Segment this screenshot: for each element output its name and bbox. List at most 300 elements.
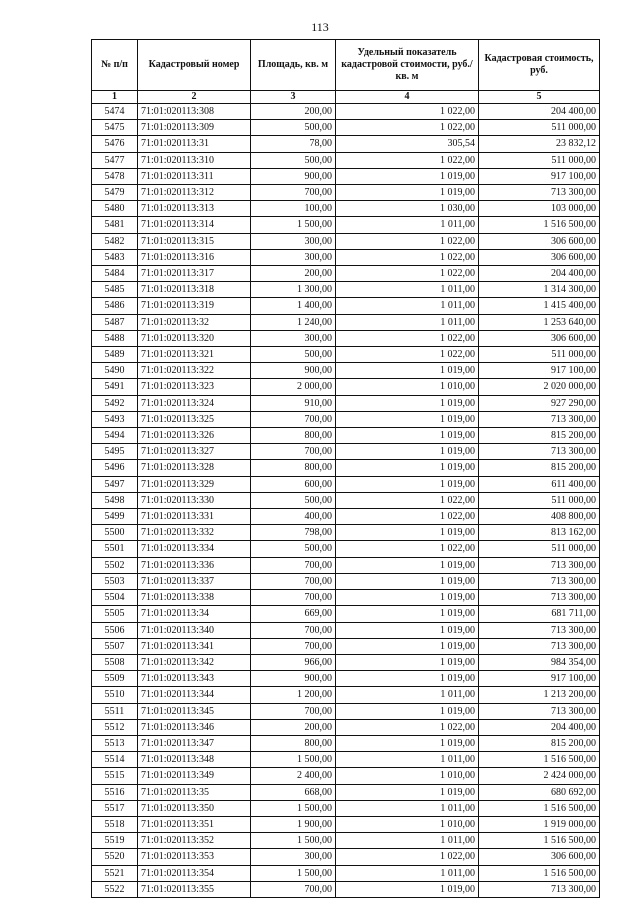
area-cell: 700,00 (251, 557, 336, 573)
row-number-cell: 5515 (92, 768, 138, 784)
row-number-cell: 5517 (92, 800, 138, 816)
table-row (92, 800, 600, 816)
cadastral-value-cell: 1 516 500,00 (479, 833, 600, 849)
cadastral-number-cell: 71:01:020113:308 (138, 104, 251, 120)
cadastral-value-cell: 1 919 000,00 (479, 816, 600, 832)
cadastral-number-cell: 71:01:020113:311 (138, 168, 251, 184)
area-cell: 700,00 (251, 638, 336, 654)
cadastral-value-cell: 611 400,00 (479, 476, 600, 492)
cadastral-value-cell: 713 300,00 (479, 185, 600, 201)
cadastral-value-cell: 713 300,00 (479, 638, 600, 654)
cadastral-number-cell: 71:01:020113:343 (138, 671, 251, 687)
table-row (92, 330, 600, 346)
cadastral-value-cell: 713 300,00 (479, 590, 600, 606)
unit-rate-cell: 1 019,00 (336, 606, 479, 622)
cadastral-number-cell: 71:01:020113:322 (138, 363, 251, 379)
unit-rate-cell: 1 019,00 (336, 476, 479, 492)
area-cell: 668,00 (251, 784, 336, 800)
row-number-cell: 5511 (92, 703, 138, 719)
table-row (92, 233, 600, 249)
unit-rate-cell: 1 022,00 (336, 849, 479, 865)
table-row (92, 476, 600, 492)
unit-rate-cell: 1 019,00 (336, 703, 479, 719)
unit-rate-cell: 1 019,00 (336, 444, 479, 460)
cadastral-number-cell: 71:01:020113:348 (138, 752, 251, 768)
row-number-cell: 5502 (92, 557, 138, 573)
cadastral-number-cell: 71:01:020113:355 (138, 881, 251, 897)
area-cell: 700,00 (251, 590, 336, 606)
table-row (92, 622, 600, 638)
table-row (92, 671, 600, 687)
unit-rate-cell: 1 011,00 (336, 314, 479, 330)
cadastral-number-cell: 71:01:020113:325 (138, 411, 251, 427)
unit-rate-cell: 1 019,00 (336, 428, 479, 444)
row-number-cell: 5516 (92, 784, 138, 800)
unit-rate-cell: 1 019,00 (336, 881, 479, 897)
row-number-cell: 5500 (92, 525, 138, 541)
cadastral-number-cell: 71:01:020113:326 (138, 428, 251, 444)
row-number-cell: 5510 (92, 687, 138, 703)
unit-rate-cell: 1 011,00 (336, 217, 479, 233)
cadastral-value-cell: 927 290,00 (479, 395, 600, 411)
cadastral-value-cell: 511 000,00 (479, 541, 600, 557)
table-row (92, 573, 600, 589)
area-cell: 910,00 (251, 395, 336, 411)
unit-rate-cell: 1 019,00 (336, 168, 479, 184)
area-cell: 300,00 (251, 233, 336, 249)
unit-rate-cell: 1 022,00 (336, 233, 479, 249)
cadastral-number-cell: 71:01:020113:347 (138, 735, 251, 751)
row-number-cell: 5490 (92, 363, 138, 379)
area-cell: 800,00 (251, 735, 336, 751)
table-row (92, 590, 600, 606)
row-number-cell: 5491 (92, 379, 138, 395)
unit-rate-cell: 1 019,00 (336, 525, 479, 541)
area-cell: 400,00 (251, 509, 336, 525)
cadastral-value-cell: 1 516 500,00 (479, 752, 600, 768)
cadastral-number-cell: 71:01:020113:349 (138, 768, 251, 784)
area-cell: 1 200,00 (251, 687, 336, 703)
unit-rate-cell: 1 022,00 (336, 104, 479, 120)
row-number-cell: 5506 (92, 622, 138, 638)
area-cell: 798,00 (251, 525, 336, 541)
row-number-cell: 5507 (92, 638, 138, 654)
row-number-cell: 5521 (92, 865, 138, 881)
row-number-cell: 5484 (92, 266, 138, 282)
cadastral-number-cell: 71:01:020113:315 (138, 233, 251, 249)
cadastral-number-cell: 71:01:020113:32 (138, 314, 251, 330)
row-number-cell: 5475 (92, 120, 138, 136)
unit-rate-cell: 1 019,00 (336, 411, 479, 427)
cadastral-number-cell: 71:01:020113:354 (138, 865, 251, 881)
cadastral-value-cell: 713 300,00 (479, 573, 600, 589)
row-number-cell: 5501 (92, 541, 138, 557)
column-number: 1 (92, 91, 138, 104)
cadastral-number-cell: 71:01:020113:329 (138, 476, 251, 492)
table-row (92, 849, 600, 865)
table-row (92, 460, 600, 476)
cadastral-number-cell: 71:01:020113:341 (138, 638, 251, 654)
table-row (92, 282, 600, 298)
area-cell: 300,00 (251, 249, 336, 265)
row-number-cell: 5485 (92, 282, 138, 298)
table-header-row (92, 40, 600, 91)
cadastral-number-cell: 71:01:020113:320 (138, 330, 251, 346)
cadastral-number-cell: 71:01:020113:324 (138, 395, 251, 411)
cadastral-number-cell: 71:01:020113:312 (138, 185, 251, 201)
row-number-cell: 5518 (92, 816, 138, 832)
table-row (92, 833, 600, 849)
cadastral-number-cell: 71:01:020113:331 (138, 509, 251, 525)
unit-rate-cell: 1 019,00 (336, 784, 479, 800)
unit-rate-cell: 1 019,00 (336, 573, 479, 589)
area-cell: 900,00 (251, 168, 336, 184)
cadastral-number-cell: 71:01:020113:353 (138, 849, 251, 865)
table-row (92, 266, 600, 282)
cadastral-value-cell: 713 300,00 (479, 411, 600, 427)
table-column-number-row (92, 91, 600, 104)
table-row (92, 217, 600, 233)
unit-rate-cell: 1 019,00 (336, 395, 479, 411)
table-row (92, 363, 600, 379)
unit-rate-cell: 1 010,00 (336, 768, 479, 784)
row-number-cell: 5480 (92, 201, 138, 217)
header-unit-rate: Удельный показатель кадастровой стоимости, руб./кв. м (336, 40, 479, 91)
cadastral-number-cell: 71:01:020113:327 (138, 444, 251, 460)
cadastral-value-cell: 306 600,00 (479, 849, 600, 865)
area-cell: 78,00 (251, 136, 336, 152)
cadastral-value-cell: 917 100,00 (479, 363, 600, 379)
table-row (92, 768, 600, 784)
cadastral-number-cell: 71:01:020113:309 (138, 120, 251, 136)
unit-rate-cell: 1 019,00 (336, 622, 479, 638)
cadastral-number-cell: 71:01:020113:318 (138, 282, 251, 298)
cadastral-value-cell: 511 000,00 (479, 347, 600, 363)
cadastral-number-cell: 71:01:020113:310 (138, 152, 251, 168)
area-cell: 900,00 (251, 671, 336, 687)
row-number-cell: 5512 (92, 719, 138, 735)
row-number-cell: 5520 (92, 849, 138, 865)
unit-rate-cell: 1 022,00 (336, 330, 479, 346)
cadastral-number-cell: 71:01:020113:337 (138, 573, 251, 589)
cadastral-value-cell: 917 100,00 (479, 168, 600, 184)
row-number-cell: 5503 (92, 573, 138, 589)
cadastral-value-cell: 813 162,00 (479, 525, 600, 541)
table-row (92, 347, 600, 363)
cadastral-value-cell: 23 832,12 (479, 136, 600, 152)
area-cell: 100,00 (251, 201, 336, 217)
area-cell: 700,00 (251, 411, 336, 427)
unit-rate-cell: 1 011,00 (336, 752, 479, 768)
cadastral-number-cell: 71:01:020113:344 (138, 687, 251, 703)
area-cell: 1 500,00 (251, 752, 336, 768)
unit-rate-cell: 1 011,00 (336, 800, 479, 816)
cadastral-value-cell: 1 516 500,00 (479, 217, 600, 233)
table-row (92, 816, 600, 832)
table-row (92, 654, 600, 670)
cadastral-value-cell: 204 400,00 (479, 719, 600, 735)
cadastral-number-cell: 71:01:020113:336 (138, 557, 251, 573)
header-cadastral-value: Кадастровая стоимость, руб. (479, 40, 600, 91)
cadastral-number-cell: 71:01:020113:346 (138, 719, 251, 735)
row-number-cell: 5497 (92, 476, 138, 492)
area-cell: 700,00 (251, 622, 336, 638)
area-cell: 500,00 (251, 152, 336, 168)
unit-rate-cell: 1 022,00 (336, 266, 479, 282)
area-cell: 700,00 (251, 444, 336, 460)
cadastral-value-cell: 681 711,00 (479, 606, 600, 622)
row-number-cell: 5519 (92, 833, 138, 849)
header-cadastral-number: Кадастровый номер (138, 40, 251, 91)
cadastral-value-cell: 1 253 640,00 (479, 314, 600, 330)
area-cell: 200,00 (251, 266, 336, 282)
cadastral-number-cell: 71:01:020113:316 (138, 249, 251, 265)
cadastral-value-cell: 713 300,00 (479, 703, 600, 719)
cadastral-number-cell: 71:01:020113:351 (138, 816, 251, 832)
row-number-cell: 5505 (92, 606, 138, 622)
unit-rate-cell: 1 019,00 (336, 590, 479, 606)
row-number-cell: 5498 (92, 492, 138, 508)
cadastral-value-cell: 1 314 300,00 (479, 282, 600, 298)
cadastral-number-cell: 71:01:020113:338 (138, 590, 251, 606)
table-row (92, 201, 600, 217)
cadastral-value-cell: 306 600,00 (479, 249, 600, 265)
cadastral-value-cell: 511 000,00 (479, 152, 600, 168)
unit-rate-cell: 1 019,00 (336, 735, 479, 751)
unit-rate-cell: 1 019,00 (336, 185, 479, 201)
table-row (92, 249, 600, 265)
row-number-cell: 5487 (92, 314, 138, 330)
table-row (92, 314, 600, 330)
cadastral-value-cell: 815 200,00 (479, 428, 600, 444)
area-cell: 700,00 (251, 573, 336, 589)
table-row (92, 735, 600, 751)
row-number-cell: 5489 (92, 347, 138, 363)
column-number: 5 (479, 91, 600, 104)
row-number-cell: 5513 (92, 735, 138, 751)
row-number-cell: 5493 (92, 411, 138, 427)
table-row (92, 136, 600, 152)
cadastral-number-cell: 71:01:020113:35 (138, 784, 251, 800)
unit-rate-cell: 1 019,00 (336, 654, 479, 670)
area-cell: 500,00 (251, 120, 336, 136)
row-number-cell: 5482 (92, 233, 138, 249)
row-number-cell: 5486 (92, 298, 138, 314)
cadastral-value-cell: 1 415 400,00 (479, 298, 600, 314)
row-number-cell: 5514 (92, 752, 138, 768)
row-number-cell: 5474 (92, 104, 138, 120)
row-number-cell: 5492 (92, 395, 138, 411)
table-row (92, 444, 600, 460)
area-cell: 1 500,00 (251, 833, 336, 849)
area-cell: 800,00 (251, 460, 336, 476)
table-row (92, 428, 600, 444)
unit-rate-cell: 1 019,00 (336, 460, 479, 476)
row-number-cell: 5478 (92, 168, 138, 184)
table-row (92, 379, 600, 395)
table-row (92, 703, 600, 719)
cadastral-value-cell: 1 213 200,00 (479, 687, 600, 703)
cadastral-number-cell: 71:01:020113:323 (138, 379, 251, 395)
row-number-cell: 5483 (92, 249, 138, 265)
unit-rate-cell: 1 022,00 (336, 541, 479, 557)
cadastral-value-cell: 984 354,00 (479, 654, 600, 670)
cadastral-value-cell: 1 516 500,00 (479, 865, 600, 881)
table-row (92, 298, 600, 314)
row-number-cell: 5504 (92, 590, 138, 606)
table-row (92, 687, 600, 703)
cadastral-value-cell: 815 200,00 (479, 460, 600, 476)
cadastral-value-cell: 680 692,00 (479, 784, 600, 800)
unit-rate-cell: 1 011,00 (336, 865, 479, 881)
unit-rate-cell: 1 010,00 (336, 379, 479, 395)
table-body (92, 104, 600, 898)
area-cell: 669,00 (251, 606, 336, 622)
cadastral-number-cell: 71:01:020113:330 (138, 492, 251, 508)
row-number-cell: 5494 (92, 428, 138, 444)
table-row (92, 881, 600, 897)
unit-rate-cell: 1 011,00 (336, 282, 479, 298)
area-cell: 700,00 (251, 881, 336, 897)
area-cell: 800,00 (251, 428, 336, 444)
area-cell: 300,00 (251, 330, 336, 346)
row-number-cell: 5477 (92, 152, 138, 168)
cadastral-number-cell: 71:01:020113:314 (138, 217, 251, 233)
unit-rate-cell: 1 022,00 (336, 249, 479, 265)
row-number-cell: 5481 (92, 217, 138, 233)
row-number-cell: 5496 (92, 460, 138, 476)
cadastral-value-cell: 204 400,00 (479, 266, 600, 282)
cadastral-number-cell: 71:01:020113:34 (138, 606, 251, 622)
unit-rate-cell: 1 011,00 (336, 687, 479, 703)
table-row (92, 638, 600, 654)
cadastral-value-cell: 713 300,00 (479, 881, 600, 897)
row-number-cell: 5509 (92, 671, 138, 687)
cadastral-value-cell: 511 000,00 (479, 120, 600, 136)
unit-rate-cell: 1 022,00 (336, 492, 479, 508)
table-row (92, 395, 600, 411)
cadastral-number-cell: 71:01:020113:350 (138, 800, 251, 816)
cadastral-number-cell: 71:01:020113:342 (138, 654, 251, 670)
unit-rate-cell: 1 022,00 (336, 152, 479, 168)
area-cell: 2 400,00 (251, 768, 336, 784)
table-row (92, 606, 600, 622)
area-cell: 1 240,00 (251, 314, 336, 330)
cadastral-value-cell: 815 200,00 (479, 735, 600, 751)
header-area: Площадь, кв. м (251, 40, 336, 91)
cadastral-number-cell: 71:01:020113:321 (138, 347, 251, 363)
cadastral-number-cell: 71:01:020113:313 (138, 201, 251, 217)
cadastral-value-cell: 1 516 500,00 (479, 800, 600, 816)
table-row (92, 784, 600, 800)
table-row (92, 557, 600, 573)
table-row (92, 104, 600, 120)
cadastral-number-cell: 71:01:020113:317 (138, 266, 251, 282)
area-cell: 500,00 (251, 347, 336, 363)
table-row (92, 185, 600, 201)
area-cell: 500,00 (251, 541, 336, 557)
cadastral-value-cell: 713 300,00 (479, 557, 600, 573)
cadastral-value-cell: 713 300,00 (479, 444, 600, 460)
cadastral-number-cell: 71:01:020113:31 (138, 136, 251, 152)
unit-rate-cell: 1 019,00 (336, 638, 479, 654)
column-number: 2 (138, 91, 251, 104)
header-row-number: № п/п (92, 40, 138, 91)
unit-rate-cell: 1 010,00 (336, 816, 479, 832)
table-row (92, 168, 600, 184)
unit-rate-cell: 1 022,00 (336, 120, 479, 136)
cadastral-number-cell: 71:01:020113:340 (138, 622, 251, 638)
cadastral-number-cell: 71:01:020113:319 (138, 298, 251, 314)
area-cell: 600,00 (251, 476, 336, 492)
row-number-cell: 5522 (92, 881, 138, 897)
unit-rate-cell: 1 022,00 (336, 719, 479, 735)
unit-rate-cell: 1 019,00 (336, 671, 479, 687)
unit-rate-cell: 1 022,00 (336, 347, 479, 363)
unit-rate-cell: 1 030,00 (336, 201, 479, 217)
table-row (92, 525, 600, 541)
unit-rate-cell: 305,54 (336, 136, 479, 152)
table-row (92, 509, 600, 525)
row-number-cell: 5495 (92, 444, 138, 460)
table-row (92, 411, 600, 427)
table-row (92, 152, 600, 168)
table-row (92, 865, 600, 881)
unit-rate-cell: 1 011,00 (336, 833, 479, 849)
area-cell: 500,00 (251, 492, 336, 508)
cadastral-value-cell: 2 020 000,00 (479, 379, 600, 395)
row-number-cell: 5479 (92, 185, 138, 201)
cadastral-value-cell: 511 000,00 (479, 492, 600, 508)
table-row (92, 752, 600, 768)
cadastral-value-cell: 917 100,00 (479, 671, 600, 687)
row-number-cell: 5476 (92, 136, 138, 152)
area-cell: 966,00 (251, 654, 336, 670)
area-cell: 2 000,00 (251, 379, 336, 395)
area-cell: 1 400,00 (251, 298, 336, 314)
table-row (92, 541, 600, 557)
area-cell: 1 300,00 (251, 282, 336, 298)
cadastral-value-table (91, 39, 600, 898)
cadastral-value-cell: 306 600,00 (479, 233, 600, 249)
table-row (92, 492, 600, 508)
cadastral-number-cell: 71:01:020113:345 (138, 703, 251, 719)
cadastral-value-cell: 408 800,00 (479, 509, 600, 525)
column-number: 4 (336, 91, 479, 104)
row-number-cell: 5499 (92, 509, 138, 525)
area-cell: 300,00 (251, 849, 336, 865)
cadastral-number-cell: 71:01:020113:328 (138, 460, 251, 476)
area-cell: 1 500,00 (251, 865, 336, 881)
unit-rate-cell: 1 022,00 (336, 509, 479, 525)
unit-rate-cell: 1 011,00 (336, 298, 479, 314)
table-row (92, 719, 600, 735)
area-cell: 1 500,00 (251, 800, 336, 816)
cadastral-value-cell: 204 400,00 (479, 104, 600, 120)
area-cell: 1 500,00 (251, 217, 336, 233)
cadastral-number-cell: 71:01:020113:332 (138, 525, 251, 541)
unit-rate-cell: 1 019,00 (336, 363, 479, 379)
cadastral-value-cell: 103 000,00 (479, 201, 600, 217)
area-cell: 900,00 (251, 363, 336, 379)
column-number: 3 (251, 91, 336, 104)
cadastral-number-cell: 71:01:020113:334 (138, 541, 251, 557)
row-number-cell: 5508 (92, 654, 138, 670)
area-cell: 200,00 (251, 719, 336, 735)
unit-rate-cell: 1 019,00 (336, 557, 479, 573)
cadastral-number-cell: 71:01:020113:352 (138, 833, 251, 849)
page-number: 113 (311, 20, 329, 34)
